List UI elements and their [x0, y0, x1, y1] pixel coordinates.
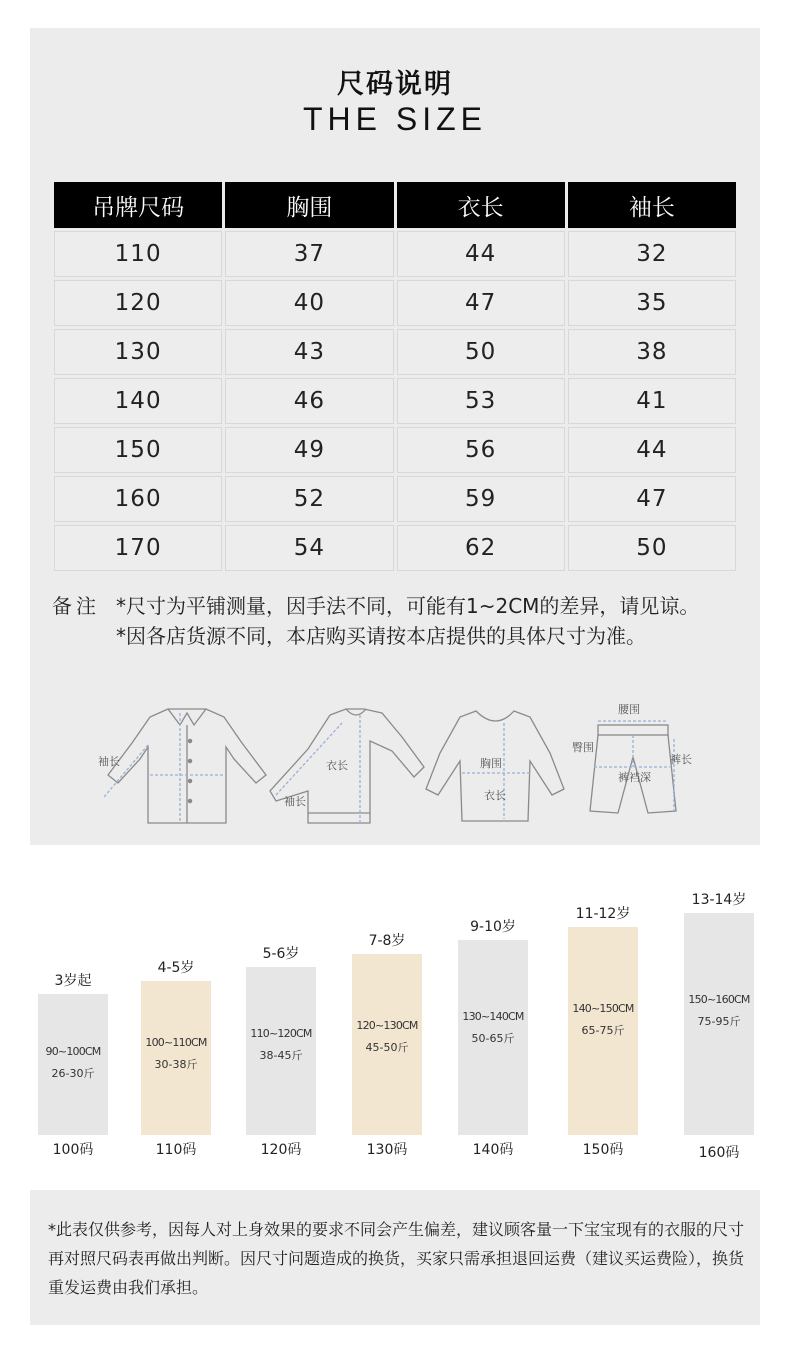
disclaimer-panel: [30, 1190, 760, 1325]
page-subtitle: THE SIZE: [302, 101, 487, 137]
table-row: [54, 280, 736, 326]
age-column: [246, 880, 316, 1170]
header-sleeve: 袖长: [568, 182, 736, 228]
size-code: 150码: [582, 1142, 624, 1158]
shirt-sleeve-label: 袖长: [98, 755, 120, 768]
size-table: [51, 179, 739, 574]
age-bar: [458, 940, 528, 1135]
disclaimer-text: *此表仅供参考，因每人对上身效果的要求不同会产生偏差，建议顾客量一下宝宝现有的衣服的尺寸再对照尺码表再做出判断。因尺寸问题造成的换货，买家只需承担退回运费（建议买运费险），换货重发运费由我们承担。: [48, 1220, 745, 1297]
pants-waist-label: 腰围: [618, 703, 640, 716]
note-line: *因各店货源不同，本店购买请按本店提供的具体尺寸为准。: [116, 624, 646, 648]
cell-tag-size: 160: [54, 476, 222, 522]
age-label: 9-10岁: [470, 919, 516, 935]
tshirt-length-label: 衣长: [484, 789, 506, 802]
cell-sleeve: 38: [568, 329, 736, 375]
age-column: [458, 880, 528, 1170]
cell-length: 50: [397, 329, 565, 375]
note-line: *尺寸为平铺测量，因手法不同，可能有1~2CM的差异，请见谅。: [116, 594, 700, 618]
cell-sleeve: 44: [568, 427, 736, 473]
age-bar: [246, 967, 316, 1135]
age-label: 13-14岁: [691, 892, 747, 908]
size-code: 120码: [260, 1142, 302, 1158]
cell-tag-size: 110: [54, 231, 222, 277]
age-column: [684, 880, 754, 1170]
cell-tag-size: 140: [54, 378, 222, 424]
weight-range: 75-95斤: [697, 1014, 741, 1028]
weight-range: 26-30斤: [51, 1066, 95, 1080]
cell-length: 62: [397, 525, 565, 571]
shirt-diagram: [104, 709, 266, 823]
cell-chest: 40: [225, 280, 393, 326]
age-label: 3岁起: [54, 973, 92, 989]
height-range: 90~100CM: [45, 1044, 101, 1058]
cell-tag-size: 120: [54, 280, 222, 326]
size-guide-panel: [30, 28, 760, 845]
pants-diagram: [590, 721, 676, 813]
cell-chest: 46: [225, 378, 393, 424]
age-height-chart: [0, 880, 790, 1170]
sweater-sleeve-label: 袖长: [284, 795, 306, 808]
size-code: 100码: [52, 1142, 94, 1158]
cell-chest: 37: [225, 231, 393, 277]
cell-length: 56: [397, 427, 565, 473]
pants-hip-label: 臀围: [572, 741, 594, 754]
notes-label: 备注: [52, 594, 100, 618]
weight-range: 30-38斤: [154, 1058, 198, 1072]
size-code: 110码: [155, 1142, 197, 1158]
height-range: 100~110CM: [145, 1036, 207, 1050]
size-code: 140码: [472, 1142, 514, 1158]
size-code: 130码: [366, 1142, 408, 1158]
height-range: 140~150CM: [572, 1001, 634, 1015]
pants-length-label: 裤长: [670, 753, 692, 766]
weight-range: 38-45斤: [259, 1049, 303, 1063]
weight-range: 65-75斤: [581, 1023, 625, 1037]
cell-chest: 54: [225, 525, 393, 571]
tshirt-chest-label: 胸围: [480, 757, 502, 770]
age-bar: [38, 994, 108, 1135]
header-length: 衣长: [397, 182, 565, 228]
weight-range: 50-65斤: [471, 1032, 515, 1046]
table-row: [54, 525, 736, 571]
table-row: [54, 329, 736, 375]
page-title: 尺码说明: [337, 69, 453, 100]
table-row: [54, 427, 736, 473]
age-column: [141, 880, 211, 1170]
age-label: 7-8岁: [368, 932, 406, 949]
measurement-diagrams: [30, 683, 760, 833]
cell-chest: 49: [225, 427, 393, 473]
cell-length: 53: [397, 378, 565, 424]
height-range: 150~160CM: [688, 992, 750, 1006]
cell-sleeve: 47: [568, 476, 736, 522]
age-column: [38, 880, 108, 1170]
cell-length: 44: [397, 231, 565, 277]
age-label: 5-6岁: [262, 946, 300, 962]
age-label: 4-5岁: [157, 959, 195, 976]
cell-chest: 43: [225, 329, 393, 375]
header-chest: 胸围: [225, 182, 393, 228]
sweater-length-label: 衣长: [326, 759, 348, 772]
header-tag-size: 吊牌尺码: [54, 182, 222, 228]
age-column: [568, 880, 638, 1170]
cell-length: 47: [397, 280, 565, 326]
age-column: [352, 880, 422, 1170]
age-bar: [568, 927, 638, 1136]
age-bar: [684, 913, 754, 1135]
age-bar: [352, 954, 422, 1136]
size-code: 160码: [698, 1145, 740, 1161]
table-row: [54, 476, 736, 522]
height-range: 120~130CM: [356, 1018, 418, 1032]
pants-rise-label: 裤裆深: [618, 771, 651, 784]
weight-range: 45-50斤: [365, 1040, 409, 1054]
age-label: 11-12岁: [575, 905, 631, 922]
height-range: 130~140CM: [462, 1010, 524, 1024]
cell-chest: 52: [225, 476, 393, 522]
cell-sleeve: 41: [568, 378, 736, 424]
cell-sleeve: 50: [568, 525, 736, 571]
table-row: [54, 231, 736, 277]
age-bar: [141, 981, 211, 1136]
cell-tag-size: 170: [54, 525, 222, 571]
cell-sleeve: 35: [568, 280, 736, 326]
table-row: [54, 378, 736, 424]
cell-sleeve: 32: [568, 231, 736, 277]
cell-tag-size: 150: [54, 427, 222, 473]
height-range: 110~120CM: [250, 1027, 312, 1041]
cell-tag-size: 130: [54, 329, 222, 375]
cell-length: 59: [397, 476, 565, 522]
table-header-row: [54, 182, 736, 228]
